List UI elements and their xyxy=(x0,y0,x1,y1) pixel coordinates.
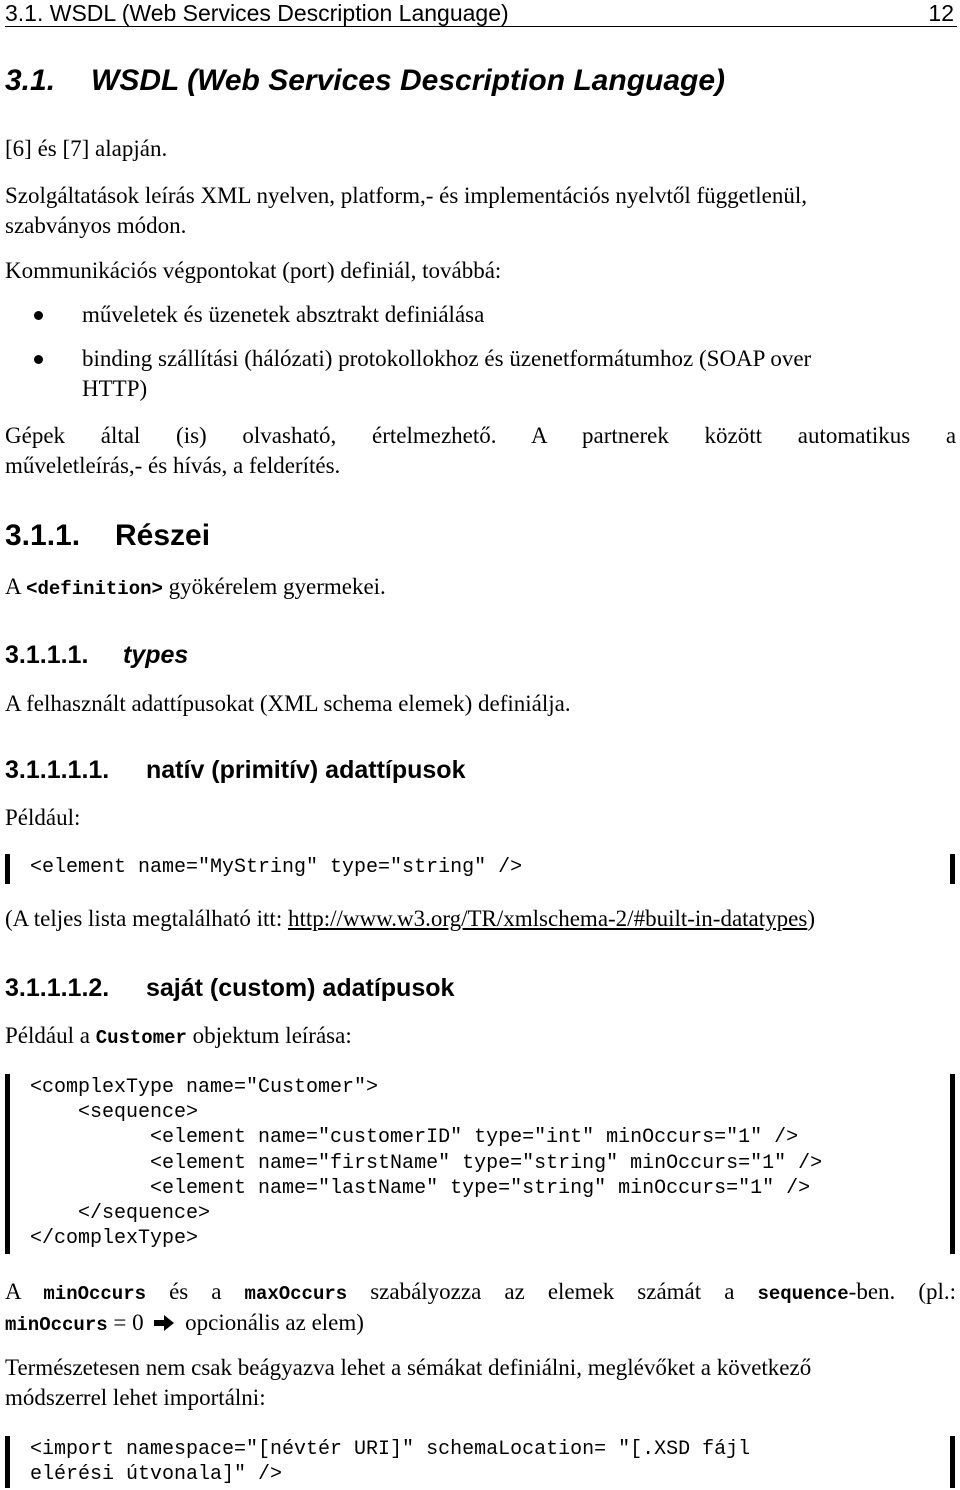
section-heading xyxy=(5,64,725,98)
bullet-dot-2 xyxy=(34,355,43,364)
code-line: </complexType> xyxy=(30,1227,199,1250)
code-line: <element name="customerID" type="int" minOccurs="1" /> xyxy=(30,1126,799,1149)
word: -ben. xyxy=(848,1279,896,1304)
word: között xyxy=(704,423,763,448)
datatypes-link[interactable]: http://www.w3.org/TR/xmlschema-2/#built-in-datatypes xyxy=(287,906,808,931)
occurs-line-1 xyxy=(5,1276,956,1310)
types-title: types xyxy=(123,641,189,669)
equals-zero: = 0 xyxy=(107,1310,150,1335)
word: a xyxy=(211,1279,222,1304)
custom-heading xyxy=(5,974,454,1003)
word: szabályozza xyxy=(370,1279,482,1304)
endpoints-text: Kommunikációs végpontokat (port) definiál, továbbá: xyxy=(5,258,502,283)
parts-text xyxy=(5,571,386,605)
max-occurs-code: maxOccurs xyxy=(244,1283,348,1305)
word: Gépek xyxy=(5,423,66,448)
native-heading xyxy=(5,756,465,785)
bullet-dot-1 xyxy=(34,311,43,320)
word: olvasható, xyxy=(242,423,337,448)
word: A xyxy=(530,423,547,448)
word: számát xyxy=(637,1279,702,1304)
word: (pl.: xyxy=(918,1279,957,1304)
customer-code: Customer xyxy=(95,1027,187,1049)
occurs-line-2 xyxy=(5,1307,364,1341)
datatypes-list-text xyxy=(5,903,815,934)
definition-code: <definition> xyxy=(26,578,163,600)
types-text: A felhasznált adattípusokat (XML schema elemek) definiálja. xyxy=(5,691,571,716)
native-code-box xyxy=(5,854,955,884)
datatypes-list-after: ) xyxy=(807,906,815,931)
custom-title: saját (custom) adatípusok xyxy=(146,974,455,1002)
custom-example-before: Például a xyxy=(5,1023,96,1048)
native-code-line: <element name="MyString" type="string" /> xyxy=(30,856,523,879)
native-title: natív (primitív) adattípusok xyxy=(146,756,466,784)
word: által xyxy=(100,423,141,448)
intro-line-1: Szolgáltatások leírás XML nyelven, platform,- és implementációs nyelvtől függetlenül, xyxy=(5,183,808,208)
code-line: <element name="firstName" type="string" minOccurs="1" /> xyxy=(30,1152,823,1175)
word: a xyxy=(945,423,957,448)
parts-heading xyxy=(5,519,210,553)
parts-title: Részei xyxy=(115,519,211,552)
sequence-code: sequence xyxy=(757,1283,849,1305)
bullet-item-2-cont: HTTP) xyxy=(82,376,148,401)
word: automatikus xyxy=(797,423,911,448)
bullet-item-2: binding szállítási (hálózati) protokollokhoz és üzenetformátumhoz (SOAP over xyxy=(82,346,812,371)
min-occurs-code: minOccurs xyxy=(43,1283,147,1305)
custom-example-after: objektum leírása: xyxy=(186,1023,352,1048)
word: az xyxy=(504,1279,525,1304)
word: elemek xyxy=(547,1279,615,1304)
native-number: 3.1.1.1.1. xyxy=(5,756,110,784)
source-reference: [6] és [7] alapján. xyxy=(5,136,168,161)
running-header-title: 3.1. WSDL (Web Services Description Language) xyxy=(5,0,509,26)
parts-number: 3.1.1. xyxy=(5,519,81,552)
code-line: <sequence> xyxy=(30,1101,199,1124)
machines-line-1 xyxy=(5,420,956,451)
word: értelmezhető. xyxy=(372,423,497,448)
word: partnerek xyxy=(582,423,669,448)
code-line: </sequence> xyxy=(30,1202,211,1225)
optional-text: opcionális az elem) xyxy=(179,1310,364,1335)
section-title: WSDL (Web Services Description Language) xyxy=(91,64,726,97)
types-number: 3.1.1.1. xyxy=(5,641,89,669)
import-code-line-2: elérési útvonala]" /> xyxy=(30,1463,283,1486)
sequence-ben xyxy=(757,1279,895,1304)
datatypes-list-before: (A teljes lista megtalálható itt: xyxy=(5,906,288,931)
complex-type-code-box xyxy=(5,1074,955,1254)
code-line: <complexType name="Customer"> xyxy=(30,1076,379,1099)
intro-line-2: szabványos módon. xyxy=(5,213,187,238)
import-line-1: Természetesen nem csak beágyazva lehet a sémákat definiálni, meglévőket a következő xyxy=(5,1355,812,1380)
word: (is) xyxy=(176,423,207,448)
custom-example-text xyxy=(5,1020,352,1054)
code-line: <element name="lastName" type="string" minOccurs="1" /> xyxy=(30,1177,811,1200)
types-heading xyxy=(5,641,188,670)
header-rule xyxy=(5,26,957,27)
word: A xyxy=(5,1279,21,1304)
word: és xyxy=(169,1279,189,1304)
right-arrow-icon xyxy=(153,1314,175,1332)
parts-text-before: A xyxy=(5,574,27,599)
native-example-label: Például: xyxy=(5,805,81,830)
word: a xyxy=(724,1279,735,1304)
machines-line-2: műveletleírás,- és hívás, a felderítés. xyxy=(5,453,341,478)
import-code-line-1: <import namespace="[névtér URI]" schemaLocation= "[.XSD fájl xyxy=(30,1438,751,1461)
import-line-2: módszerrel lehet importálni: xyxy=(5,1385,266,1410)
custom-number: 3.1.1.1.2. xyxy=(5,974,110,1002)
bullet-item-1: műveletek és üzenetek absztrakt definiálása xyxy=(82,302,485,327)
import-code-box xyxy=(5,1436,955,1488)
page-number: 12 xyxy=(928,0,954,26)
section-number: 3.1. xyxy=(5,64,56,97)
min-occurs-code-2: minOccurs xyxy=(5,1314,108,1336)
parts-text-after: gyökérelem gyermekei. xyxy=(162,574,386,599)
